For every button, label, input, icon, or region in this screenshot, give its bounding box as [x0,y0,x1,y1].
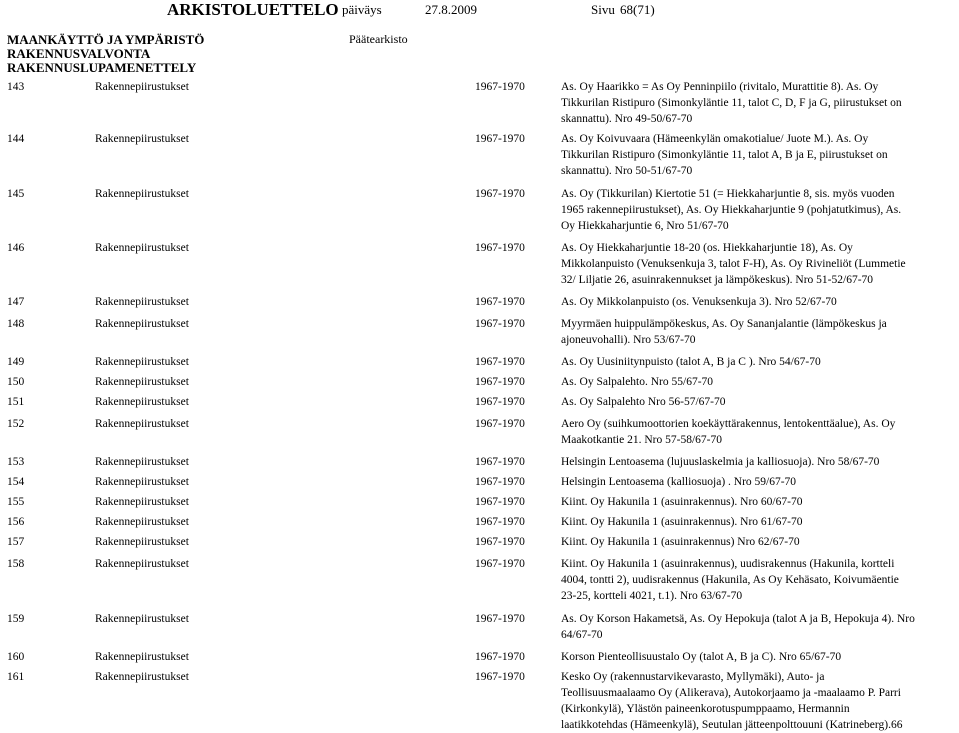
entry-type: Rakennepiirustukset [95,671,189,683]
table-row [0,611,959,643]
table-row [0,79,959,127]
table-row [0,454,959,470]
table-row [0,294,959,310]
entry-type: Rakennepiirustukset [95,296,189,308]
entry-description: Helsingin Lentoasema (kalliosuoja) . Nro 59/67-70 [561,476,797,488]
entry-years: 1967-1970 [475,558,525,570]
date-value: 27.8.2009 [425,2,477,17]
table-row [0,374,959,390]
entry-description: As. Oy Hiekkaharjuntie 18-20 (os. Hiekkaharjuntie 18), As. Oy Mikkolanpuisto (Venuksenkuja 3, talot F-H), As. Oy Rivineliöt (Lummetie 32/ Liljatie 26, asuinrakennukset ja lämpökeskus). Nro 51-52/67-70 [561,242,906,286]
entry-type: Rakennepiirustukset [95,356,189,368]
entry-type: Rakennepiirustukset [95,396,189,408]
org-line-process: RAKENNUSLUPAMENETTELY [7,60,197,75]
entry-number: 148 [7,318,25,330]
table-row [0,416,959,448]
entry-years: 1967-1970 [475,296,525,308]
entry-number: 153 [7,456,25,468]
entry-description: As. Oy Mikkolanpuisto (os. Venuksenkuja 3). Nro 52/67-70 [561,296,837,308]
entry-description: As. Oy (Tikkurilan) Kiertotie 51 (= Hiekkaharjuntie 8, sis. myös vuoden 1965 rakennepiirustukset), As. Oy Hiekkaharjuntie 9 (pohjatutkimus), As. Oy Hiekkaharjuntie 6, Nro 51/67-70 [561,188,902,232]
entry-number: 149 [7,356,25,368]
entry-number: 146 [7,242,25,254]
table-row [0,514,959,530]
entry-description: Kiint. Oy Hakunila 1 (asuinrakennus) Nro 62/67-70 [561,536,800,548]
entry-number: 154 [7,476,25,488]
entry-number: 150 [7,376,25,388]
entry-type: Rakennepiirustukset [95,188,189,200]
table-row [0,394,959,410]
entry-description: As. Oy Salpalehto. Nro 55/67-70 [561,376,714,388]
table-row [0,534,959,550]
entry-years: 1967-1970 [475,242,525,254]
entry-type: Rakennepiirustukset [95,418,189,430]
entry-years: 1967-1970 [475,133,525,145]
entry-type: Rakennepiirustukset [95,81,189,93]
archive-entry-list [0,79,959,733]
entry-description: Kesko Oy (rakennustarvikevarasto, Myllymäki), Auto- ja Teollisuusmaalaamo Oy (Alikerava), Autokorjaamo ja -maalaamo P. Parri (Kirkonkylä), Ylästön paineenkorotuspumppaamo, Hermannin laatikkotehdas (Hämeenkylä), Seutulan jätteenpolttouuni (Katrineberg).66 [561,671,903,731]
entry-years: 1967-1970 [475,496,525,508]
entry-type: Rakennepiirustukset [95,242,189,254]
archive-name: Päätearkisto [349,32,408,46]
table-row [0,186,959,234]
entry-number: 158 [7,558,25,570]
entry-years: 1967-1970 [475,396,525,408]
entry-years: 1967-1970 [475,188,525,200]
entry-years: 1967-1970 [475,456,525,468]
entry-type: Rakennepiirustukset [95,133,189,145]
entry-years: 1967-1970 [475,81,525,93]
entry-description: Aero Oy (suihkumoottorien koekäyttärakennus, lentokenttäalue), As. Oy Maakotkantie 21. Nro 57-58/67-70 [561,418,896,446]
entry-type: Rakennepiirustukset [95,651,189,663]
table-row [0,669,959,733]
table-row [0,649,959,665]
table-row [0,240,959,288]
entry-description: As. Oy Korson Hakametsä, As. Oy Hepokuja (talot A ja B, Hepokuja 4). Nro 64/67-70 [561,613,915,641]
table-row [0,494,959,510]
entry-number: 145 [7,188,25,200]
entry-years: 1967-1970 [475,418,525,430]
entry-description: Kiint. Oy Hakunila 1 (asuinrakennus). Nro 60/67-70 [561,496,803,508]
entry-description: Helsingin Lentoasema (lujuuslaskelmia ja kalliosuoja). Nro 58/67-70 [561,456,880,468]
entry-years: 1967-1970 [475,651,525,663]
entry-description: Myyrmäen huippulämpökeskus, As. Oy Sananjalantie (lämpökeskus ja ajoneuvohalli). Nro 53/67-70 [561,318,887,346]
date-label: päiväys [342,2,382,17]
entry-type: Rakennepiirustukset [95,476,189,488]
entry-description: Kiint. Oy Hakunila 1 (asuinrakennus). Nro 61/67-70 [561,516,803,528]
entry-years: 1967-1970 [475,476,525,488]
entry-number: 160 [7,651,25,663]
table-row [0,354,959,370]
entry-number: 155 [7,496,25,508]
page-label: Sivu [591,2,615,17]
table-row [0,556,959,604]
table-row [0,316,959,348]
entry-years: 1967-1970 [475,376,525,388]
entry-type: Rakennepiirustukset [95,496,189,508]
entry-years: 1967-1970 [475,516,525,528]
entry-number: 144 [7,133,25,145]
entry-type: Rakennepiirustukset [95,318,189,330]
entry-type: Rakennepiirustukset [95,613,189,625]
table-row [0,474,959,490]
entry-number: 152 [7,418,25,430]
entry-number: 143 [7,81,25,93]
page-number: 68(71) [620,2,655,17]
entry-description: As. Oy Salpalehto Nro 56-57/67-70 [561,396,726,408]
org-line-department: MAANKÄYTTÖ JA YMPÄRISTÖ [7,32,205,47]
entry-number: 157 [7,536,25,548]
entry-description: As. Oy Uusiniitynpuisto (talot A, B ja C ). Nro 54/67-70 [561,356,821,368]
entry-number: 147 [7,296,25,308]
entry-type: Rakennepiirustukset [95,376,189,388]
entry-description: Korson Pienteollisuustalo Oy (talot A, B ja C). Nro 65/67-70 [561,651,842,663]
org-line-unit: RAKENNUSVALVONTA [7,46,151,61]
entry-description: Kiint. Oy Hakunila 1 (asuinrakennus), uudisrakennus (Hakunila, kortteli 4004, tontti 2), uudisrakennus (Hakunila, As Oy Kehäsato, Koivumäentie 23-25, kortteli 4021, t.1). Nro 63/67-70 [561,558,899,602]
entry-type: Rakennepiirustukset [95,558,189,570]
entry-years: 1967-1970 [475,536,525,548]
entry-type: Rakennepiirustukset [95,516,189,528]
entry-years: 1967-1970 [475,671,525,683]
entry-number: 161 [7,671,25,683]
entry-number: 159 [7,613,25,625]
entry-type: Rakennepiirustukset [95,456,189,468]
entry-years: 1967-1970 [475,613,525,625]
document-title: ARKISTOLUETTELO [167,0,339,19]
entry-description: As. Oy Haarikko = As Oy Penninpiilo (rivitalo, Murattitie 8). As. Oy Tikkurilan Ristipuro (Simonkyläntie 11, talot C, D, F ja G, piirustukset on skannattu). Nro 49-50/67-70 [561,81,902,125]
entry-type: Rakennepiirustukset [95,536,189,548]
entry-number: 151 [7,396,25,408]
entry-years: 1967-1970 [475,356,525,368]
entry-number: 156 [7,516,25,528]
entry-description: As. Oy Koivuvaara (Hämeenkylän omakotialue/ Juote M.). As. Oy Tikkurilan Ristipuro (Simonkyläntie 11, talot A, B ja E, piirustukset on skannattu). Nro 50-51/67-70 [561,133,888,177]
entry-years: 1967-1970 [475,318,525,330]
table-row [0,131,959,179]
